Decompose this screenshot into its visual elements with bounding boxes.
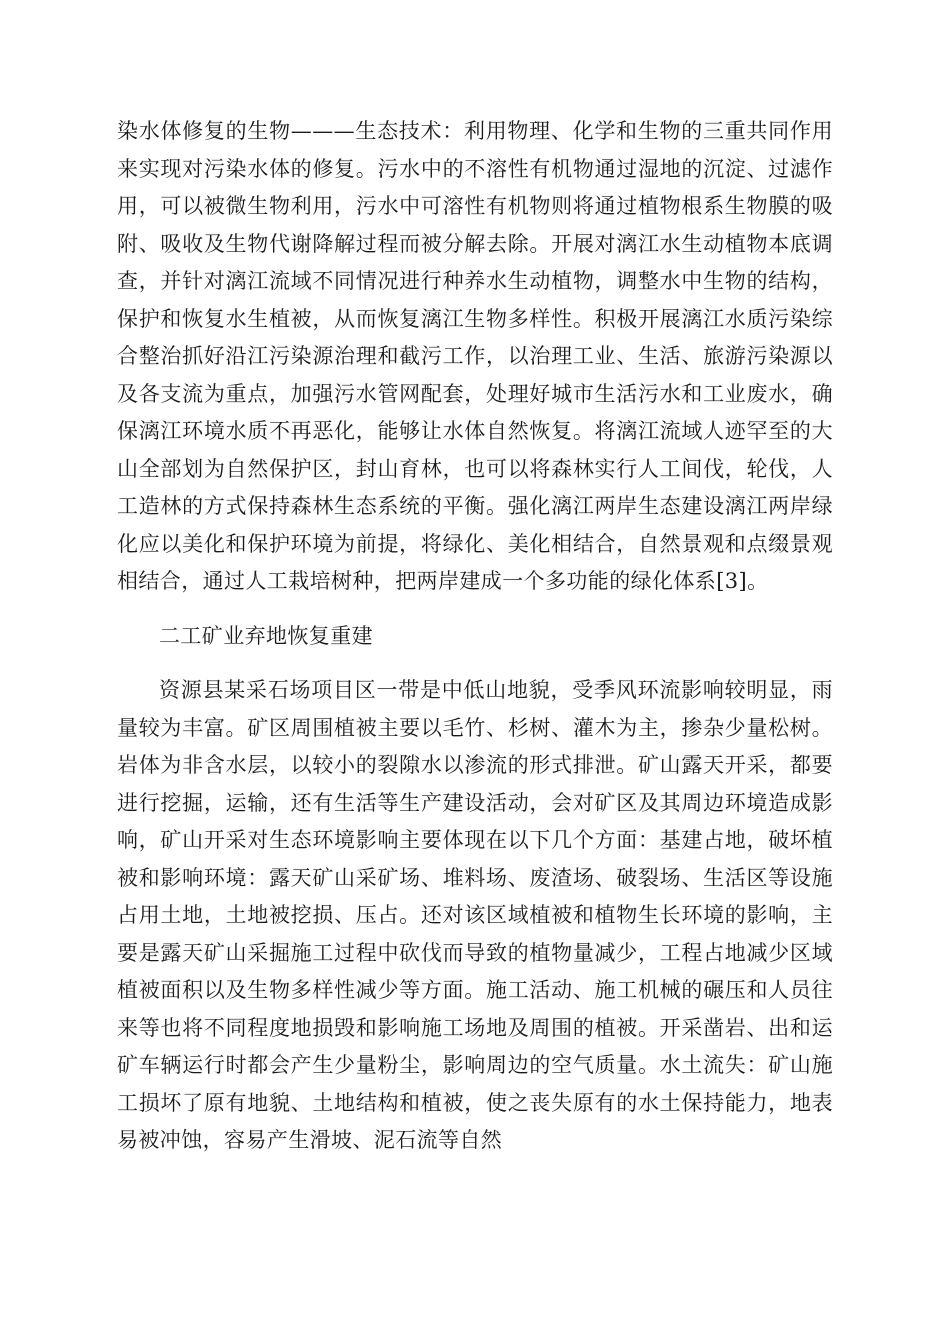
document-body (117, 113, 833, 1160)
section-heading: 二工矿业弃地恢复重建 (159, 623, 373, 648)
body-paragraph: 资源县某采石场项目区一带是中低山地貌，受季风环流影响较明显，雨量较为丰富。矿区周围植被主要以毛竹、杉树、灌木为主，掺杂少量松树。岩体为非含水层，以较小的裂隙水以渗流的形式排泄。矿山露天开采，都要进行挖掘，运输，还有生活等生产建设活动，会对矿区及其周边环境造成影响，矿山开采对生态环境影响主要体现在以下几个方面：基建占地，破坏植被和影响环境：露天矿山采矿场、堆料场、废渣场、破裂场、生活区等设施占用土地，土地被挖损、压占。还对该区域植被和植物生长环境的影响，主要是露天矿山采掘施工过程中砍伐而导致的植物量减少，工程占地减少区域植被面积以及生物多样性减少等方面。施工活动、施工机械的碾压和人员往来等也将不同程度地损毁和影响施工场地及周围的植被。开采凿岩、出和运矿车辆运行时都会产生少量粉尘，影响周边的空气质量。水土流失：矿山施工损坏了原有地貌、土地结构和植被，使之丧失原有的水土保持能力，地表易被冲蚀，容易产生滑坡、泥石流等自然 (117, 678, 833, 1152)
body-paragraph: 染水体修复的生物———生态技术：利用物理、化学和生物的三重共同作用来实现对污染水体的修复。污水中的不溶性有机物通过湿地的沉淀、过滤作用，可以被微生物利用，污水中可溶性有机物则将通过植物根系生物膜的吸附、吸收及生物代谢降解过程而被分解去除。开展对漓江水生动植物本底调查，并针对漓江流域不同情况进行种养水生动植物，调整水中生物的结构，保护和恢复水生植被，从而恢复漓江生物多样性。积极开展漓江水质污染综合整治抓好沿江污染源治理和截污工作，以治理工业、生活、旅游污染源以及各支流为重点，加强污水管网配套，处理好城市生活污水和工业废水，确保漓江环境水质不再恶化，能够让水体自然恢复。将漓江流域人迹罕至的大山全部划为自然保护区，封山育林，也可以将森林实行人工间伐，轮伐，人工造林的方式保持森林生态系统的平衡。强化漓江两岸生态建设漓江两岸绿化应以美化和保护环境为前提，将绿化、美化相结合，自然景观和点缀景观相结合，通过人工栽培树种，把两岸建成一个多功能的绿化体系[3]。 (117, 119, 833, 593)
